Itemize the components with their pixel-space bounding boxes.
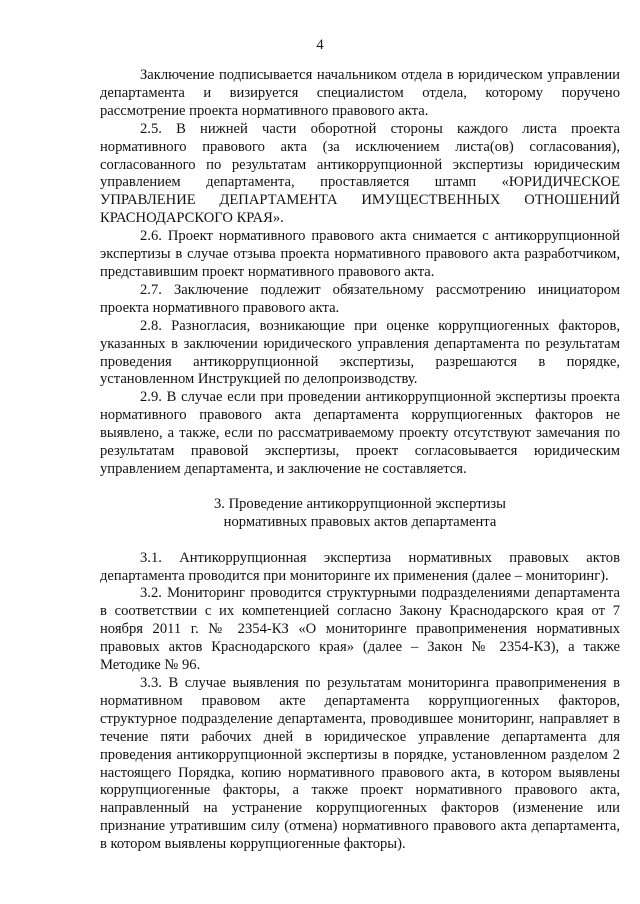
paragraph-signing: Заключение подписывается начальником отдела в юридическом управлении департамента и визируется специалистом отдела, которому поручено рассмотрение проекта нормативного правового акта. — [100, 67, 620, 119]
paragraph-2-8: 2.8. Разногласия, возникающие при оценке коррупциогенных факторов, указанных в заключении юридического управления департамента по результатам проведения антикоррупционной экспертизы, разрешаются в порядке, установленном Инструкцией по делопроизводству. — [100, 317, 620, 388]
paragraph-2-5: 2.5. В нижней части оборотной стороны каждого листа проекта нормативного правового акта (за исключением листа(ов) согласования), согласованного по результатам антикоррупционной экспертизы юридическим управлением департамента, проставляется штамп «ЮРИДИЧЕСКОЕ УПРАВЛЕНИЕ ДЕПАРТАМЕНТА ИМУЩЕСТВЕННЫХ ОТНОШЕНИЙ КРАСНОДАРСКОГО КРАЯ». — [100, 120, 620, 227]
paragraph-3-3: 3.3. В случае выявления по результатам мониторинга правоприменения в нормативном правовом акте департамента коррупциогенных факторов, структурное подразделение департамента, проводившее мониторинг, направляет в течение пяти рабочих дней в юридическое управление департамента для проведения антикоррупционной экспертизы в порядке, установленном разделом 2 настоящего Порядка, копию нормативного правового акта, в котором выявлены коррупциогенные факторы, а также проект нормативного правового акта, направленный на устранение коррупциогенных факторов (изменение или признание утратившим силу (отмена) нормативного правового акта департамента, в котором выявлены коррупциогенные факторы). — [100, 675, 620, 853]
section-heading — [100, 496, 620, 532]
page-number: 4 — [316, 37, 324, 53]
paragraph-2-9: 2.9. В случае если при проведении антикоррупционной экспертизы проекта нормативного правового акта департамента коррупциогенных факторов не выявлено, а также, если по рассматриваемому проекту отсутствуют замечания по результатам правовой экспертизы, проект согласовывается юридическим управлением департамента, и заключение не составляется. — [100, 389, 620, 477]
paragraph-2-6: 2.6. Проект нормативного правового акта снимается с антикоррупционной экспертизы в случае отзыва проекта нормативного правового акта разработчиком, представившим проект нормативного правового акта. — [100, 228, 620, 280]
section-heading-line-1: 3. Проведение антикоррупционной экспертизы — [213, 495, 506, 512]
paragraph-3-2: 3.2. Мониторинг проводится структурными подразделениями департамента в соответствии с их компетенцией согласно Закону Краснодарского края от 7 ноября 2011 г. № 2354-КЗ «О мониторинге правоприменения нормативных правовых актов Краснодарского края» (далее – Закон № 2354-КЗ), а также Методике № 96. — [100, 585, 620, 674]
paragraph-2-7: 2.7. Заключение подлежит обязательному рассмотрению инициатором проекта нормативного правового акта. — [100, 281, 620, 316]
document-body — [100, 67, 620, 854]
paragraph-3-1: 3.1. Антикоррупционная экспертиза нормативных правовых актов департамента проводится при мониторинге их применения (далее – мониторинг). — [100, 549, 620, 584]
section-heading-line-2: нормативных правовых актов департамента — [223, 513, 497, 530]
